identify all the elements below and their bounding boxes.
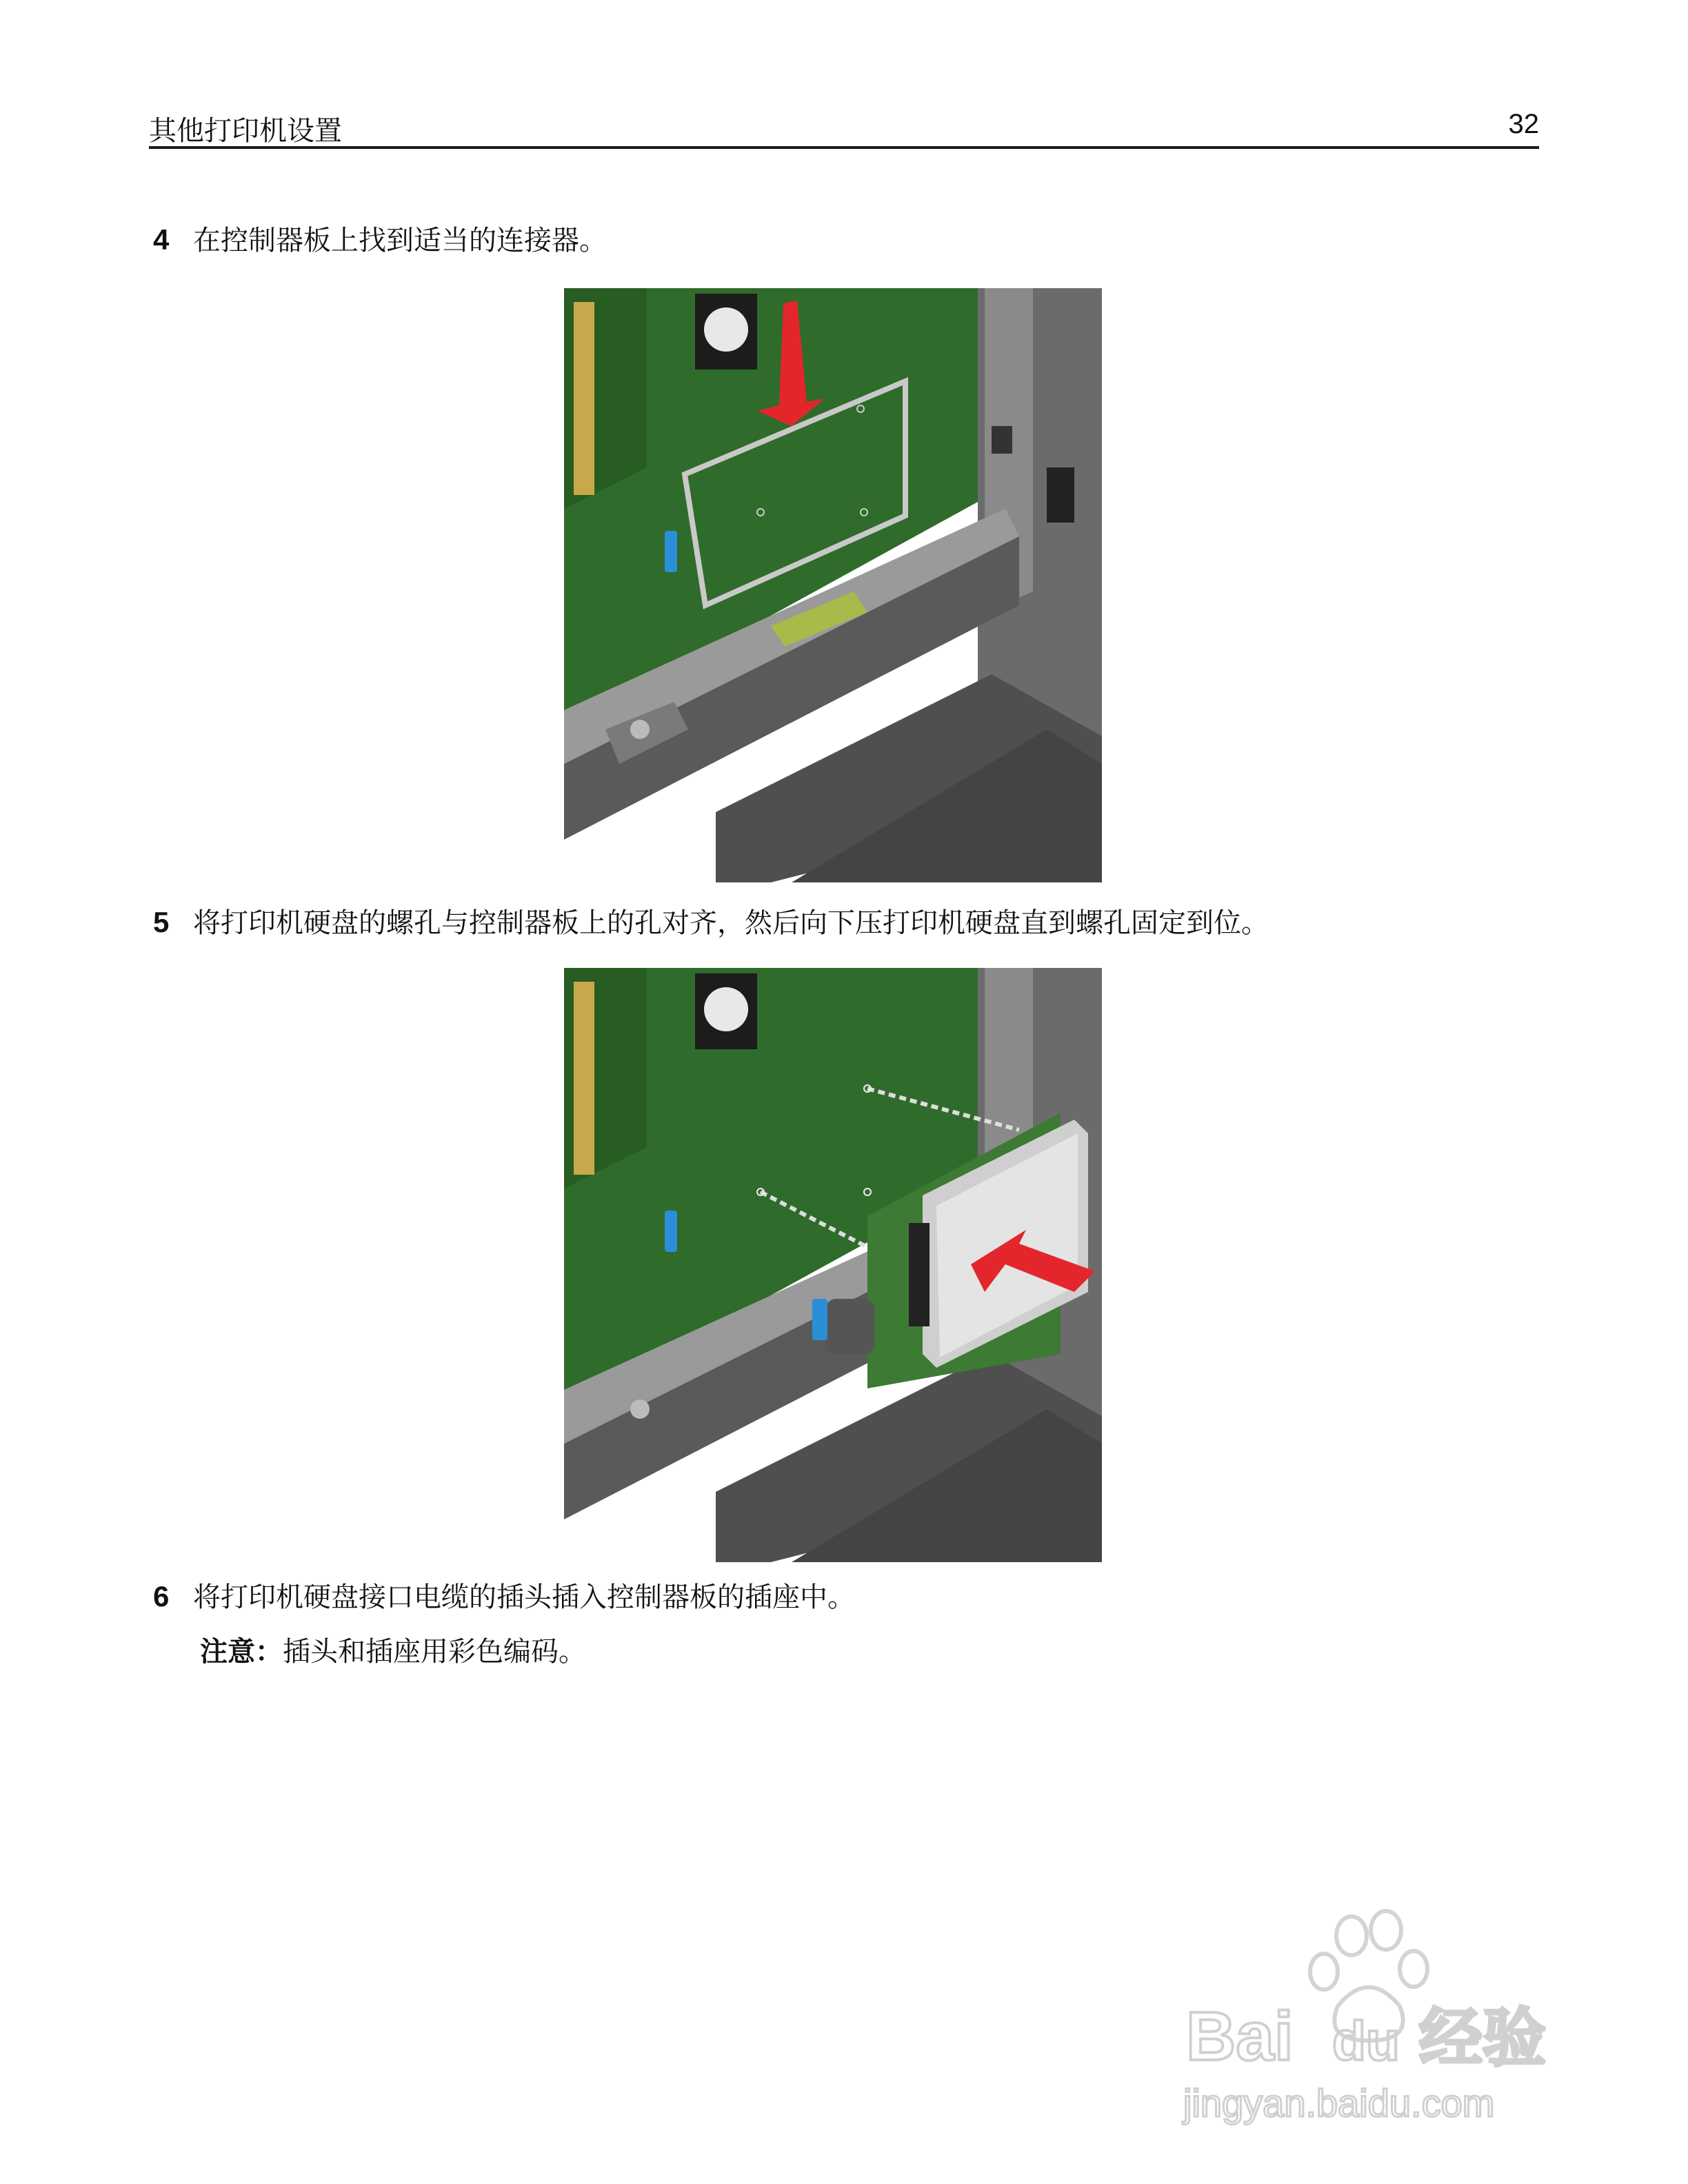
note-label: 注意： [200,1637,283,1667]
hard-disk-illustration [564,968,1102,1562]
controller-board-figure [564,288,1102,882]
controller-board-illustration [564,288,1102,882]
step-text: 将打印机硬盘接口电缆的插头插入控制器板的插座中。 [193,1581,855,1613]
step-4 [153,222,607,259]
step-text: 将打印机硬盘的螺孔与控制器板上的孔对齐，然后向下压打印机硬盘直到螺孔固定到位。 [193,907,1269,939]
watermark-url: jingyan.baidu.com [1183,2081,1495,2125]
step-6 [153,1579,855,1615]
step-number: 5 [153,906,170,938]
step-5 [153,904,1269,941]
page-header [149,103,1539,149]
note-text: 插头和插座用彩色编码。 [283,1636,586,1668]
watermark-brand-cn: 经验 [1419,2001,1547,2075]
note [200,1634,586,1670]
watermark-brand: Bai [1186,1998,1294,2075]
step-text: 在控制器板上找到适当的连接器。 [193,225,607,256]
hard-disk-install-figure [564,968,1102,1562]
step-number: 4 [153,223,170,256]
section-title: 其他打印机设置 [149,115,342,147]
step-number: 6 [153,1580,170,1612]
watermark-brand-du: du [1332,2010,1400,2072]
baidu-jingyan-logo [1179,1903,1579,2130]
baidu-watermark [1179,1903,1579,2130]
page-number: 32 [1508,109,1539,139]
